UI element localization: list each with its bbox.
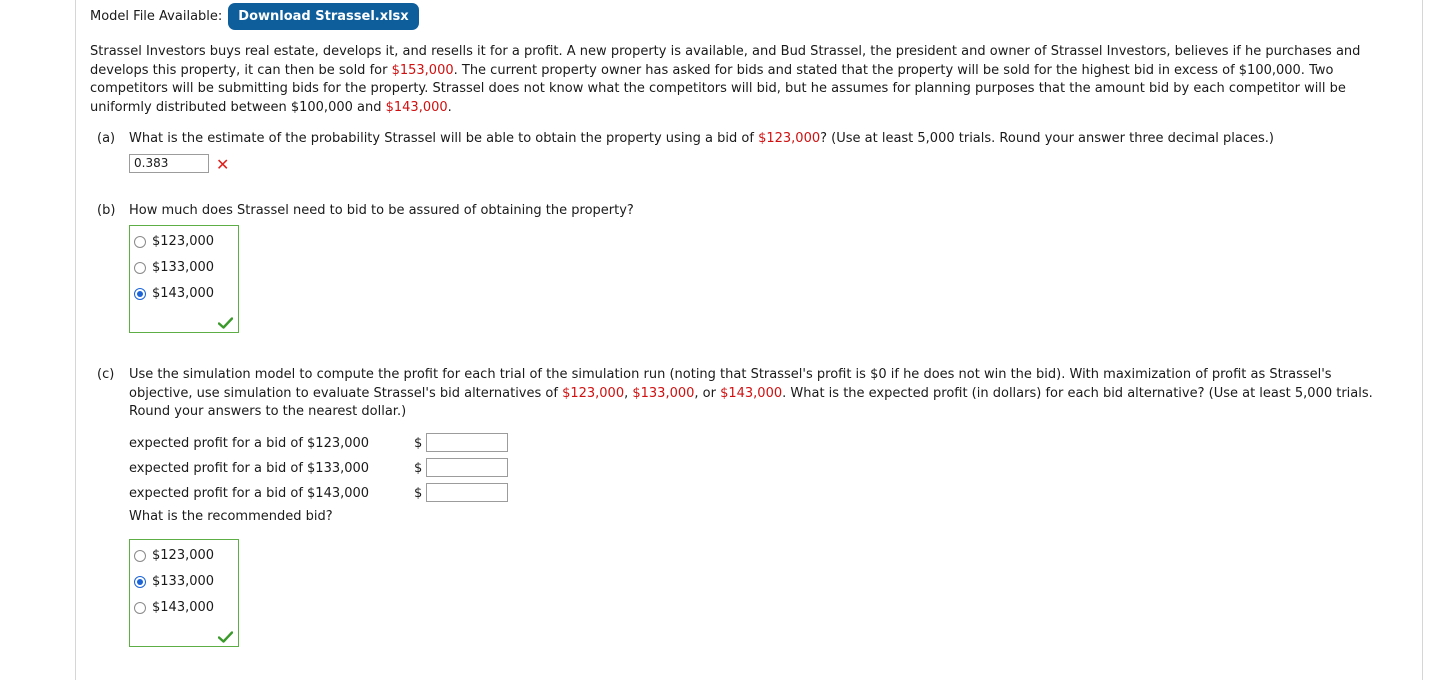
- probability-answer-input[interactable]: 0.383: [129, 154, 209, 173]
- profit-input-133[interactable]: [426, 458, 508, 477]
- part-a-text-pre: What is the estimate of the probability Strassel will be able to obtain the property using a bid of: [129, 131, 759, 146]
- profit-input-143[interactable]: [426, 483, 508, 502]
- option-label: $143,000: [152, 286, 215, 301]
- part-b-question: How much does Strassel need to bid to be assured of obtaining the property?: [129, 203, 634, 218]
- bid-alt-2: $133,000: [632, 385, 695, 401]
- option-label: $143,000: [152, 600, 215, 615]
- part-c-options: [129, 539, 239, 647]
- part-b-option-2[interactable]: [134, 260, 214, 275]
- separator: ,: [624, 385, 633, 401]
- profit-label-123: expected profit for a bid of $123,000: [129, 436, 370, 451]
- profit-label-143: expected profit for a bid of $143,000: [129, 486, 370, 501]
- intro-text-2: . The current property owner has asked for bids and stated that the property will be sold for the highest bid in excess of $100,000. Two competitors will be submitting bids for the property. Strassel does not know what the competitors will bid, but he assumes for planning purposes that the amount bid by each competitor will be uniformly distributed between $100,000 and: [90, 62, 1346, 115]
- radio-button[interactable]: [134, 550, 146, 562]
- profit-input-123[interactable]: [426, 433, 508, 452]
- profit-label-133: expected profit for a bid of $133,000: [129, 461, 370, 476]
- incorrect-icon: ✕: [216, 155, 230, 174]
- problem-statement: [90, 43, 1390, 117]
- bid-alt-3: $143,000: [720, 385, 783, 401]
- part-c-option-1[interactable]: [134, 548, 214, 563]
- bid-alt-1: $123,000: [562, 385, 625, 401]
- left-page-border: [75, 0, 76, 680]
- upper-bound: $143,000: [385, 99, 448, 115]
- part-c-text-1: Use the simulation model to compute the profit for each trial of the simulation run (noting that Strassel's profit is $0 if he does not win the bid). With maximization of profit as Strassel's objective, use simulation to evaluate Strassel's bid alternatives of: [129, 367, 1332, 401]
- correct-check-icon: [218, 317, 233, 329]
- model-file-label: Model File Available:: [90, 9, 223, 24]
- separator: , or: [694, 385, 721, 401]
- intro-text-1: Strassel Investors buys real estate, develops it, and resells it for a profit. A new property is available, and Bud Strassel, the president and owner of Strassel Investors, believes if he purchases and develops this property, it can then be sold for: [90, 44, 1361, 78]
- part-b-option-3[interactable]: [134, 286, 214, 301]
- part-b-option-1[interactable]: [134, 234, 214, 249]
- intro-text-3: .: [447, 99, 452, 115]
- radio-button-selected[interactable]: [134, 576, 146, 588]
- part-c-option-3[interactable]: [134, 600, 214, 615]
- radio-button[interactable]: [134, 236, 146, 248]
- option-label: $123,000: [152, 548, 215, 563]
- model-file-row: [90, 3, 419, 30]
- option-label: $133,000: [152, 574, 215, 589]
- radio-button-selected[interactable]: [134, 288, 146, 300]
- currency-symbol: $: [414, 486, 423, 501]
- radio-button[interactable]: [134, 262, 146, 274]
- part-a-bid: $123,000: [758, 131, 821, 146]
- currency-symbol: $: [414, 436, 423, 451]
- radio-button[interactable]: [134, 602, 146, 614]
- download-button[interactable]: Download Strassel.xlsx: [228, 3, 418, 30]
- currency-symbol: $: [414, 461, 423, 476]
- part-a-letter: (a): [97, 131, 116, 146]
- recommended-bid-label: What is the recommended bid?: [129, 509, 333, 524]
- part-b-letter: (b): [97, 203, 116, 218]
- part-b-options: [129, 225, 239, 333]
- part-c-text-2: . What is the expected profit (in dollars) for each bid alternative? (Use at least 5,000 trials. Round your answers to the nearest dollar.): [129, 385, 1373, 419]
- part-a-question: [129, 130, 1274, 149]
- correct-check-icon: [218, 631, 233, 643]
- part-c-question: [129, 366, 1394, 422]
- option-label: $133,000: [152, 260, 215, 275]
- part-c-option-2[interactable]: [134, 574, 214, 589]
- option-label: $123,000: [152, 234, 215, 249]
- part-a-text-post: ? (Use at least 5,000 trials. Round your answer three decimal places.): [820, 131, 1274, 146]
- sale-price: $153,000: [391, 62, 454, 78]
- part-c-letter: (c): [97, 367, 115, 382]
- right-page-border: [1422, 0, 1423, 680]
